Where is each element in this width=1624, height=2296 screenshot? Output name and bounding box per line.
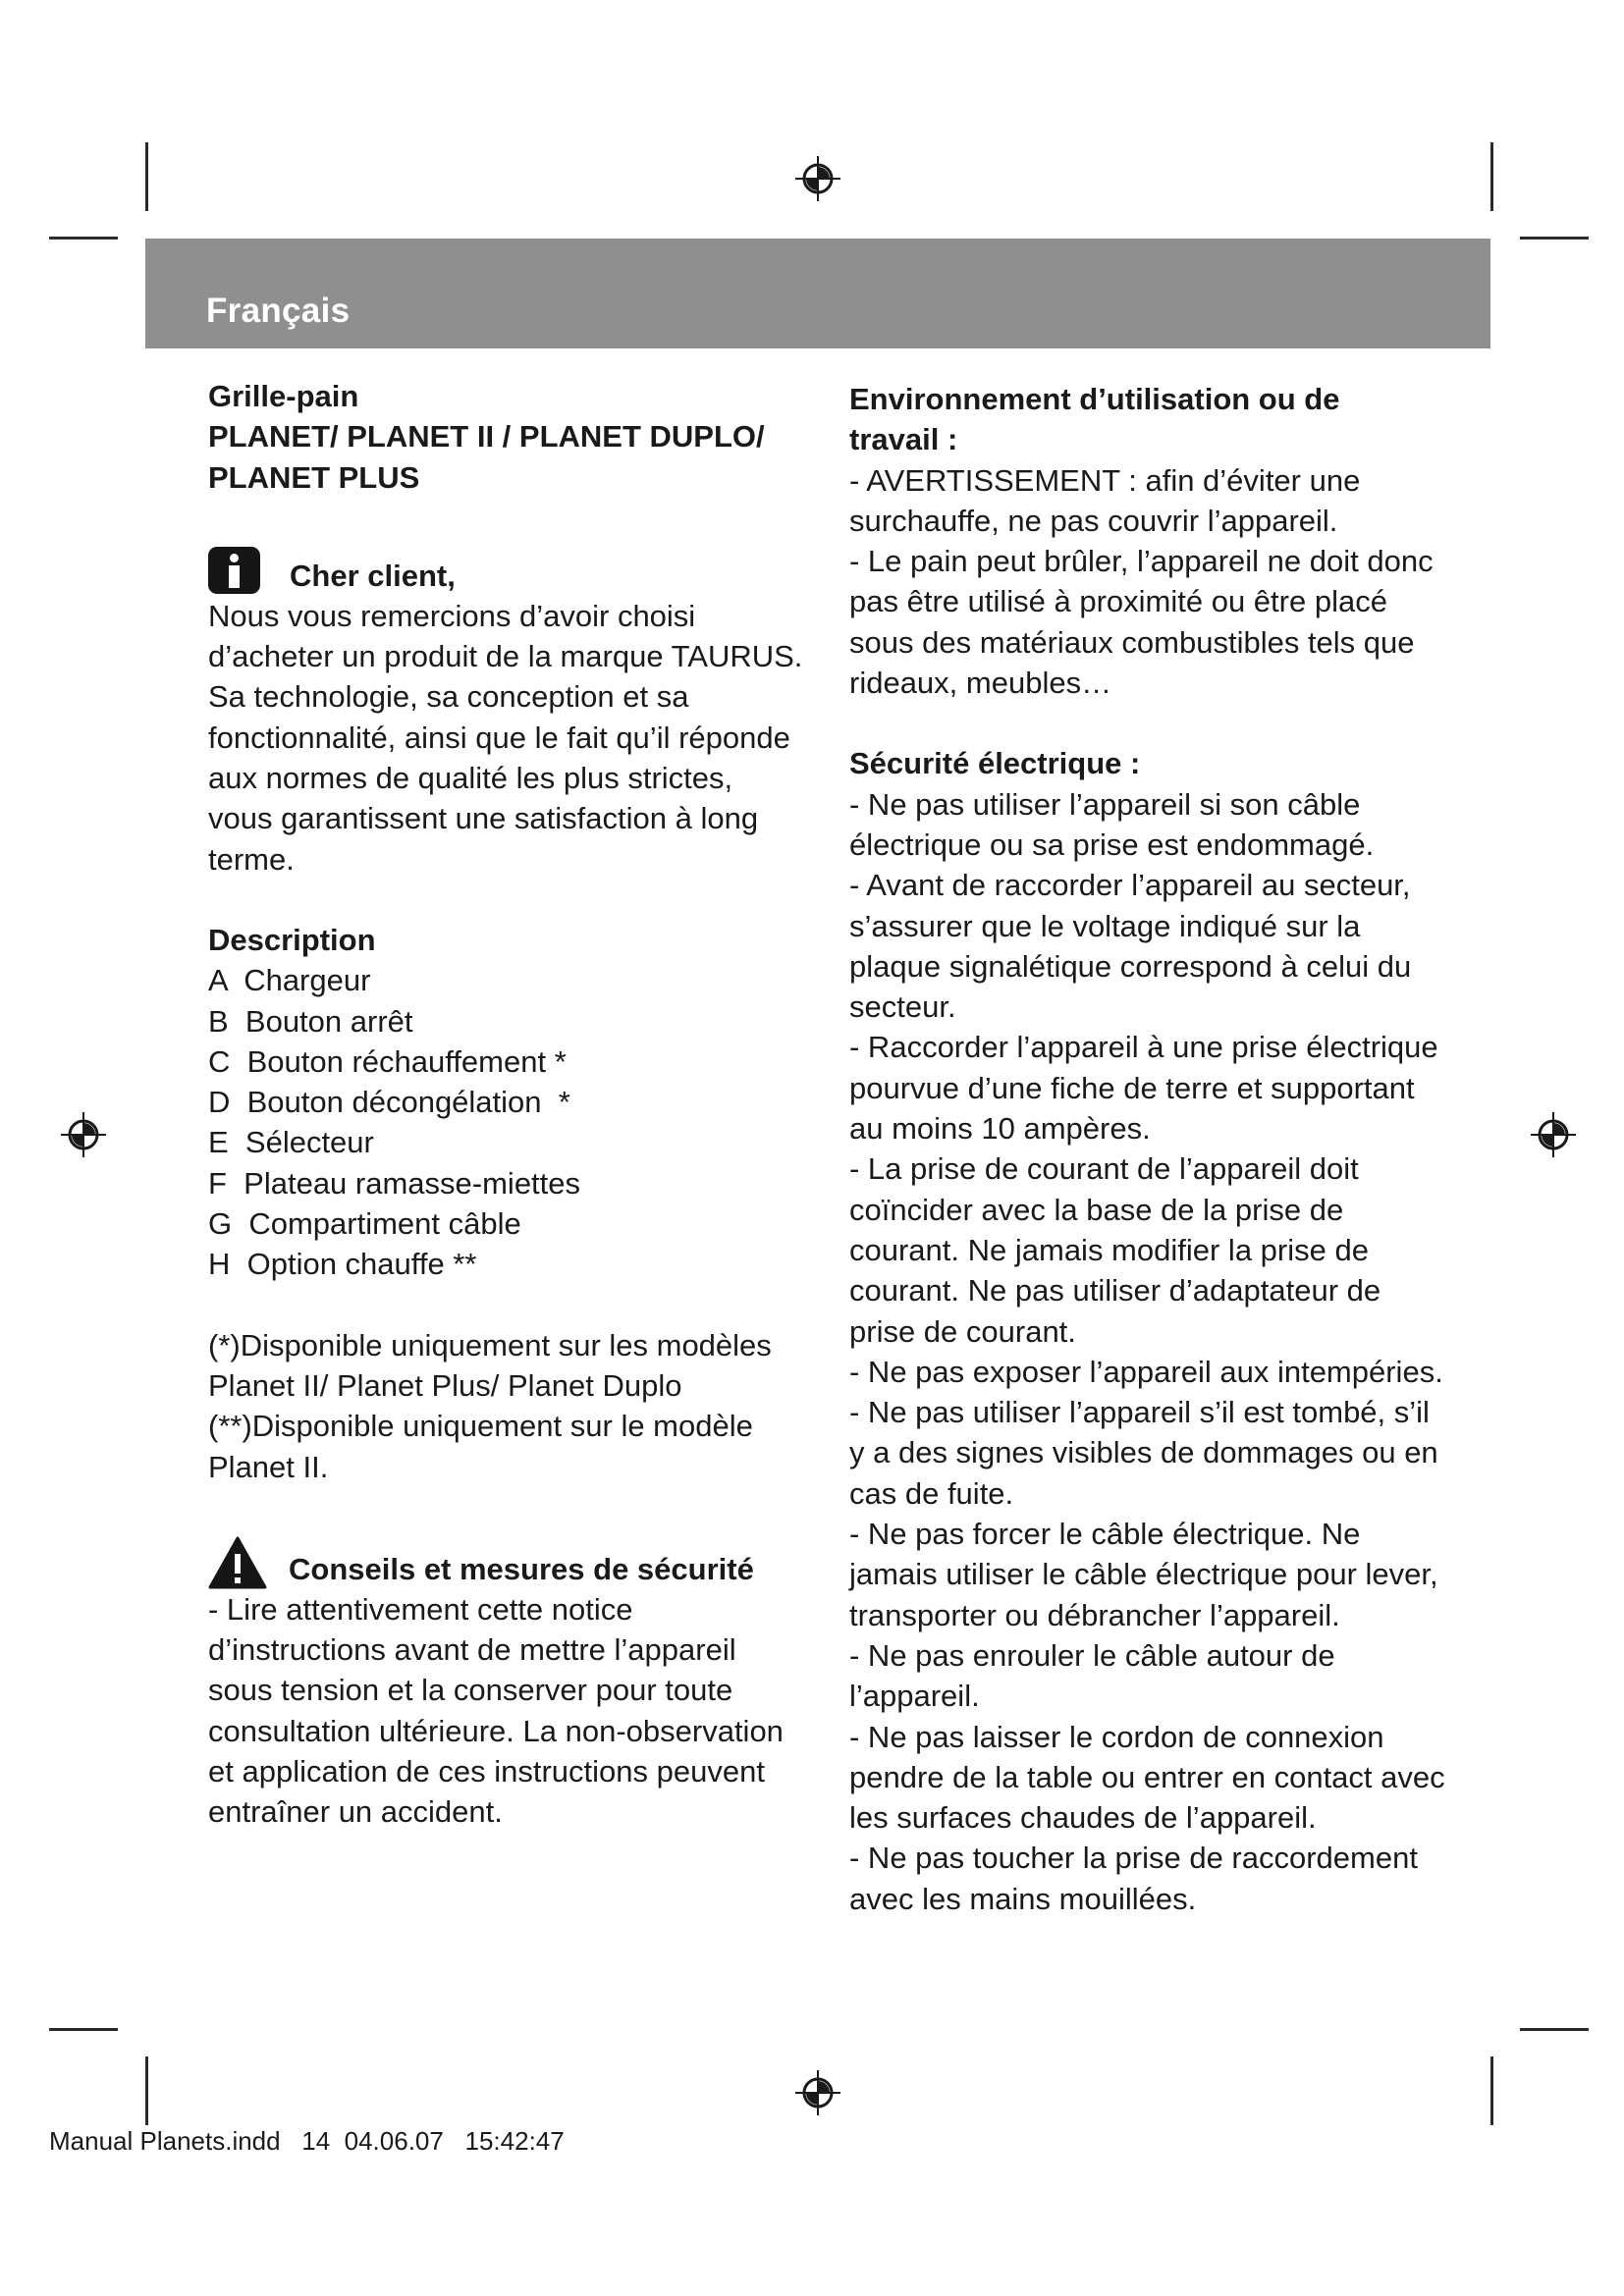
text-line: avec les mains mouillées.	[849, 1881, 1197, 1916]
list-item: D Bouton décongélation *	[208, 1085, 570, 1120]
registration-mark-icon	[59, 1110, 108, 1159]
text-line: cas de fuite.	[849, 1475, 1014, 1511]
crop-mark	[49, 237, 118, 240]
text-line: pourvue d’une fiche de terre et supportant	[849, 1070, 1415, 1105]
text-line: - Ne pas toucher la prise de raccordement	[849, 1841, 1418, 1876]
language-title: Français	[206, 292, 351, 330]
availability-notes	[208, 1325, 837, 1487]
electrical-title: Sécurité électrique :	[849, 746, 1141, 781]
text-line: Planet II.	[208, 1449, 329, 1484]
text-line: - Ne pas forcer le câble électrique. Ne	[849, 1517, 1361, 1552]
environment-text	[849, 460, 1478, 704]
crop-mark	[145, 2056, 148, 2125]
text-line: courant. Ne jamais modifier la prise de	[849, 1232, 1369, 1267]
text-line: rideaux, meubles…	[849, 666, 1112, 701]
text-line: s’assurer que le voltage indiqué sur la	[849, 908, 1361, 943]
safety-title: Conseils et mesures de sécurité	[289, 1551, 754, 1586]
text-line: plaque signalétique correspond à celui du	[849, 948, 1412, 984]
product-models: PLANET PLUS	[208, 459, 420, 495]
list-item: B Bouton arrêt	[208, 1003, 413, 1039]
text-line: (*)Disponible uniquement sur les modèles	[208, 1327, 772, 1362]
text-line: électrique ou sa prise est endommagé.	[849, 827, 1375, 862]
text-line: - Ne pas utiliser l’appareil si son câble	[849, 786, 1361, 822]
environment-title: Environnement d’utilisation ou de	[849, 382, 1340, 416]
print-slug: Manual Planets.indd 14 04.06.07 15:42:47	[49, 2126, 565, 2156]
text-line: pendre de la table ou entrer en contact avec	[849, 1759, 1445, 1794]
text-line: entraîner un accident.	[208, 1794, 503, 1830]
text-line: - AVERTISSEMENT : afin d’éviter une	[849, 462, 1361, 498]
text-line: - Le pain peut brûler, l’appareil ne doit donc	[849, 544, 1434, 579]
text-line: - Raccorder l’appareil à une prise électrique	[849, 1030, 1438, 1065]
text-line: d’instructions avant de mettre l’appareil	[208, 1632, 736, 1668]
safety-text	[208, 1589, 837, 1833]
text-line: et application de ces instructions peuvent	[208, 1754, 765, 1789]
text-line: pas être utilisé à proximité ou être placé	[849, 584, 1387, 619]
text-line: Nous vous remercions d’avoir choisi	[208, 598, 696, 633]
greeting-heading	[208, 547, 837, 596]
text-line: jamais utiliser le câble électrique pour lever,	[849, 1557, 1438, 1592]
safety-heading	[208, 1536, 837, 1589]
text-line: - Ne pas utiliser l’appareil s’il est tombé, s’il	[849, 1395, 1430, 1430]
crop-mark	[49, 2028, 118, 2031]
warning-icon	[208, 1536, 267, 1589]
text-line: (**)Disponible uniquement sur le modèle	[208, 1409, 753, 1444]
text-line: y a des signes visibles de dommages ou en	[849, 1435, 1438, 1470]
right-column	[849, 379, 1478, 1919]
text-line: - La prise de courant de l’appareil doit	[849, 1151, 1359, 1187]
list-item: F Plateau ramasse-miettes	[208, 1165, 581, 1201]
product-type: Grille-pain	[208, 379, 359, 413]
text-line: - Ne pas enrouler le câble autour de	[849, 1637, 1335, 1673]
text-line: surchauffe, ne pas couvrir l’appareil.	[849, 503, 1338, 538]
text-line: les surfaces chaudes de l’appareil.	[849, 1800, 1317, 1836]
text-line: fonctionnalité, ainsi que le fait qu’il réponde	[208, 720, 790, 755]
list-item: E Sélecteur	[208, 1125, 374, 1160]
crop-mark	[1490, 142, 1493, 211]
text-line: sous des matériaux combustibles tels que	[849, 624, 1415, 660]
info-icon	[208, 547, 260, 594]
greeting-text	[208, 596, 837, 880]
text-line: coïncider avec la base de la prise de	[849, 1192, 1344, 1227]
crop-mark	[1520, 2028, 1589, 2031]
language-header	[145, 239, 1490, 348]
left-column	[208, 376, 837, 1833]
text-line: consultation ultérieure. La non-observation	[208, 1713, 784, 1748]
text-line: - Lire attentivement cette notice	[208, 1591, 633, 1627]
crop-mark	[1490, 2056, 1493, 2125]
text-line: l’appareil.	[849, 1679, 980, 1714]
text-line: aux normes de qualité les plus strictes,	[208, 761, 733, 796]
registration-mark-icon	[793, 2068, 842, 2117]
description-title: Description	[208, 922, 376, 957]
list-item: G Compartiment câble	[208, 1206, 521, 1242]
list-item: C Bouton réchauffement *	[208, 1043, 567, 1079]
list-item: H Option chauffe **	[208, 1247, 477, 1282]
product-models: PLANET/ PLANET II / PLANET DUPLO/	[208, 419, 765, 454]
text-line: - Ne pas exposer l’appareil aux intempéries.	[849, 1354, 1443, 1389]
electrical-text	[849, 784, 1478, 1919]
text-line: au moins 10 ampères.	[849, 1111, 1151, 1147]
description-list	[208, 960, 837, 1284]
registration-mark-icon	[1529, 1110, 1578, 1159]
registration-mark-icon	[793, 154, 842, 203]
environment-title: travail :	[849, 422, 958, 457]
text-line: transporter ou débrancher l’appareil.	[849, 1597, 1340, 1632]
text-line: secteur.	[849, 989, 956, 1025]
text-line: Planet II/ Planet Plus/ Planet Duplo	[208, 1367, 682, 1403]
text-line: vous garantissent une satisfaction à long	[208, 801, 759, 836]
text-line: Sa technologie, sa conception et sa	[208, 679, 689, 715]
greeting-title: Cher client,	[290, 558, 456, 593]
text-line: - Avant de raccorder l’appareil au secteur,	[849, 868, 1411, 903]
crop-mark	[145, 142, 148, 211]
text-line: - Ne pas laisser le cordon de connexion	[849, 1719, 1384, 1754]
text-line: terme.	[208, 841, 295, 877]
crop-mark	[1520, 237, 1589, 240]
text-line: courant. Ne pas utiliser d’adaptateur de	[849, 1273, 1381, 1308]
text-line: prise de courant.	[849, 1313, 1076, 1349]
text-line: sous tension et la conserver pour toute	[208, 1673, 733, 1708]
list-item: A Chargeur	[208, 963, 371, 998]
text-line: d’acheter un produit de la marque TAURUS.	[208, 639, 803, 674]
